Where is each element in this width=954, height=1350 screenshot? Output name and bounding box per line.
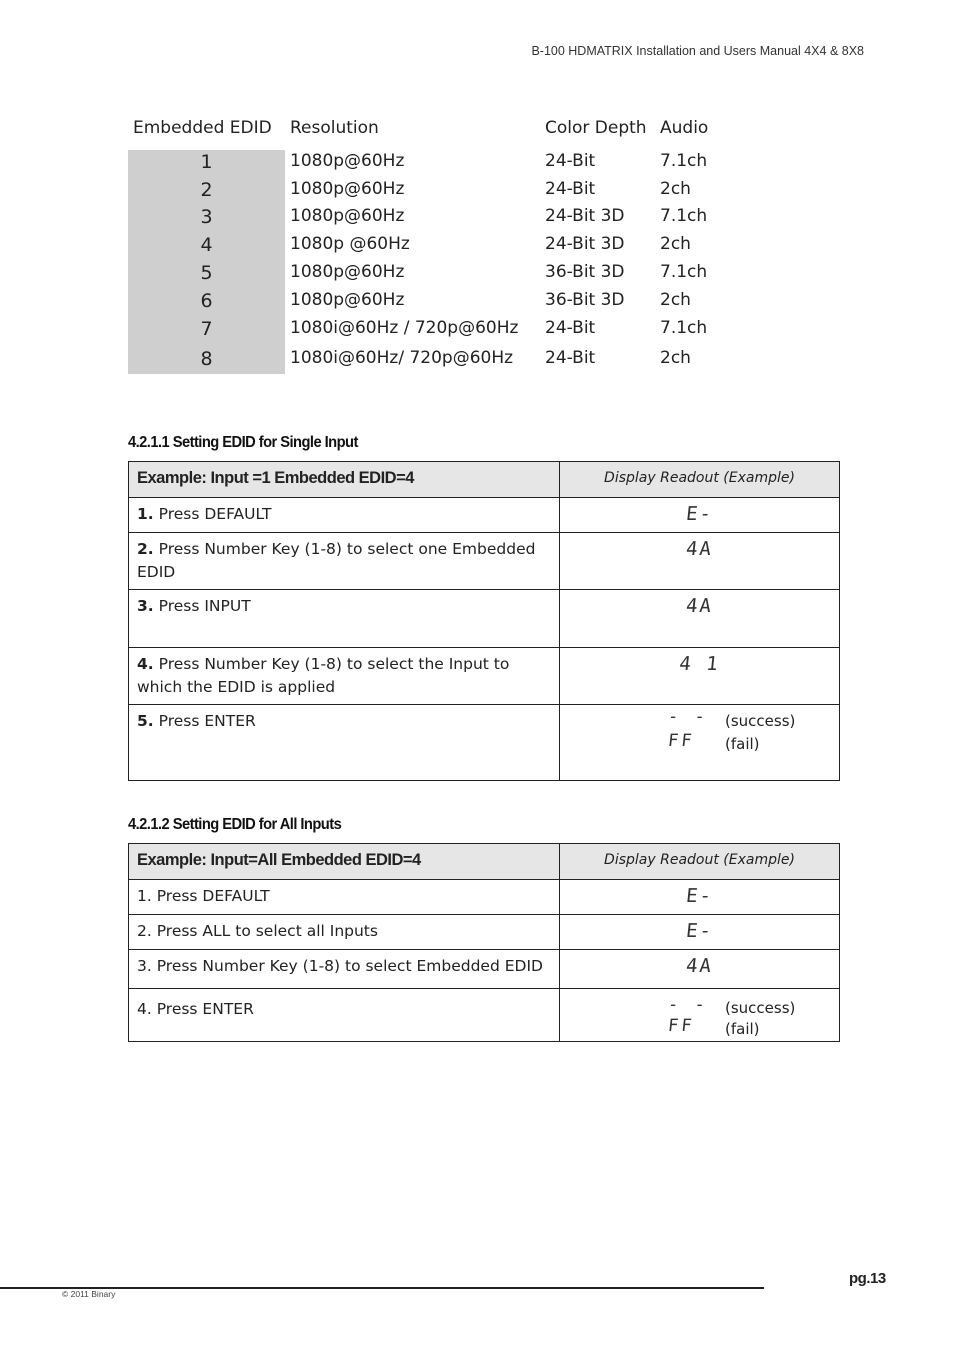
running-header: B-100 HDMATRIX Installation and Users Manual 4X4 & 8X8 xyxy=(531,44,864,58)
edid-number: 5 xyxy=(200,262,213,284)
color-depth: 24-Bit xyxy=(545,179,596,199)
audio: 7.1ch xyxy=(660,262,708,282)
display-readout-cell xyxy=(560,950,840,989)
resolution: 1080p@60Hz xyxy=(290,179,405,199)
step-label: Press Number Key (1-8) to select one Embedded EDID xyxy=(137,540,536,581)
copyright-notice: © 2011 Binary xyxy=(62,1289,116,1299)
success-segment-readout: - - xyxy=(667,707,709,727)
segment-display-readout: E- xyxy=(684,920,715,942)
step-text: 4. Press ENTER xyxy=(129,989,560,1042)
segment-display-readout: 4 1 xyxy=(678,653,721,675)
audio: 2ch xyxy=(660,290,691,310)
all-inputs-steps-table xyxy=(128,843,840,1042)
resolution: 1080i@60Hz / 720p@60Hz xyxy=(290,318,519,338)
display-readout-cell xyxy=(560,880,840,915)
table-row xyxy=(128,262,748,290)
display-readout-cell xyxy=(560,989,840,1042)
step-label: Press Number Key (1-8) to select the Input to which the EDID is applied xyxy=(137,655,510,696)
step-number: 1. xyxy=(137,505,154,523)
success-label: (success) xyxy=(725,999,796,1017)
resolution: 1080i@60Hz/ 720p@60Hz xyxy=(290,348,514,368)
single-input-steps-table xyxy=(128,461,840,781)
step-number: 4. xyxy=(137,655,154,673)
color-depth: 24-Bit 3D xyxy=(545,234,625,254)
edid-table-header xyxy=(128,118,748,150)
page-number: pg.13 xyxy=(849,1270,886,1287)
step-text xyxy=(129,533,560,590)
step-text: 3. Press Number Key (1-8) to select Embedded EDID xyxy=(129,950,560,989)
step-label: Press ENTER xyxy=(153,712,256,730)
success-segment-readout: - - xyxy=(667,995,709,1015)
color-depth: 24-Bit xyxy=(545,151,596,171)
resolution: 1080p@60Hz xyxy=(290,262,405,282)
segment-display-readout: E- xyxy=(684,503,715,525)
table-row xyxy=(129,915,840,950)
table-row xyxy=(129,590,840,648)
display-readout-cell xyxy=(560,533,840,590)
edid-table xyxy=(128,118,748,370)
step-text xyxy=(129,590,560,648)
table-row xyxy=(129,950,840,989)
audio: 2ch xyxy=(660,179,691,199)
success-fail-readout xyxy=(568,994,831,1038)
resolution: 1080p @60Hz xyxy=(290,234,410,254)
audio: 2ch xyxy=(660,348,691,368)
success-fail-readout xyxy=(568,707,831,753)
step-text xyxy=(129,648,560,705)
resolution: 1080p@60Hz xyxy=(290,151,405,171)
step-number: 5. xyxy=(137,712,154,730)
display-readout-cell xyxy=(560,915,840,950)
color-depth: 24-Bit 3D xyxy=(545,206,625,226)
edid-number: 8 xyxy=(200,348,213,370)
display-readout-cell xyxy=(560,705,840,781)
step-number: 3. xyxy=(137,597,154,615)
table-header-row xyxy=(129,462,840,498)
table-row xyxy=(129,498,840,533)
display-readout-heading: Display Readout (Example) xyxy=(560,462,840,498)
color-depth: 36-Bit 3D xyxy=(545,262,625,282)
edid-number: 2 xyxy=(200,179,213,201)
step-label: Press INPUT xyxy=(153,597,251,615)
audio: 7.1ch xyxy=(660,318,708,338)
table-row xyxy=(128,348,748,376)
fail-segment-readout: FF xyxy=(667,731,696,751)
color-depth: 24-Bit xyxy=(545,318,596,338)
segment-display-readout: 4A xyxy=(684,538,715,560)
fail-label: (fail) xyxy=(725,1020,760,1038)
table-row xyxy=(129,705,840,781)
color-depth: 24-Bit xyxy=(545,348,596,368)
table-row xyxy=(128,151,748,179)
table-row xyxy=(129,648,840,705)
table-row xyxy=(128,290,748,318)
edid-number: 6 xyxy=(200,290,213,312)
fail-segment-readout: FF xyxy=(667,1016,696,1036)
edid-number: 4 xyxy=(200,234,213,256)
section-title-single-input: 4.2.1.1 Setting EDID for Single Input xyxy=(128,434,358,451)
col-header-resolution: Resolution xyxy=(290,118,379,138)
table-row xyxy=(128,234,748,262)
step-number: 2. xyxy=(137,540,154,558)
audio: 7.1ch xyxy=(660,151,708,171)
table-row xyxy=(128,318,748,346)
segment-display-readout: 4A xyxy=(684,955,715,977)
display-readout-cell xyxy=(560,498,840,533)
segment-display-readout: 4A xyxy=(684,595,715,617)
section-title-all-inputs: 4.2.1.2 Setting EDID for All Inputs xyxy=(128,816,342,833)
example-heading: Example: Input=All Embedded EDID=4 xyxy=(129,844,560,880)
edid-number: 7 xyxy=(200,318,213,340)
audio: 2ch xyxy=(660,234,691,254)
color-depth: 36-Bit 3D xyxy=(545,290,625,310)
resolution: 1080p@60Hz xyxy=(290,206,405,226)
col-header-embedded-edid: Embedded EDID xyxy=(133,118,272,138)
table-row xyxy=(129,880,840,915)
table-row xyxy=(128,206,748,234)
step-label: Press DEFAULT xyxy=(153,505,272,523)
table-header-row xyxy=(129,844,840,880)
col-header-color-depth: Color Depth xyxy=(545,118,647,138)
audio: 7.1ch xyxy=(660,206,708,226)
display-readout-heading: Display Readout (Example) xyxy=(560,844,840,880)
edid-number: 1 xyxy=(200,151,213,173)
edid-table-body xyxy=(128,150,748,374)
segment-display-readout: E- xyxy=(684,885,715,907)
step-text: 2. Press ALL to select all Inputs xyxy=(129,915,560,950)
display-readout-cell xyxy=(560,590,840,648)
col-header-audio: Audio xyxy=(660,118,709,138)
step-text: 1. Press DEFAULT xyxy=(129,880,560,915)
step-text xyxy=(129,705,560,781)
table-row xyxy=(128,179,748,207)
table-row xyxy=(129,989,840,1042)
fail-label: (fail) xyxy=(725,735,760,753)
success-label: (success) xyxy=(725,712,796,730)
example-heading: Example: Input =1 Embedded EDID=4 xyxy=(129,462,560,498)
step-text xyxy=(129,498,560,533)
display-readout-cell xyxy=(560,648,840,705)
edid-number: 3 xyxy=(200,206,213,228)
table-row xyxy=(129,533,840,590)
resolution: 1080p@60Hz xyxy=(290,290,405,310)
